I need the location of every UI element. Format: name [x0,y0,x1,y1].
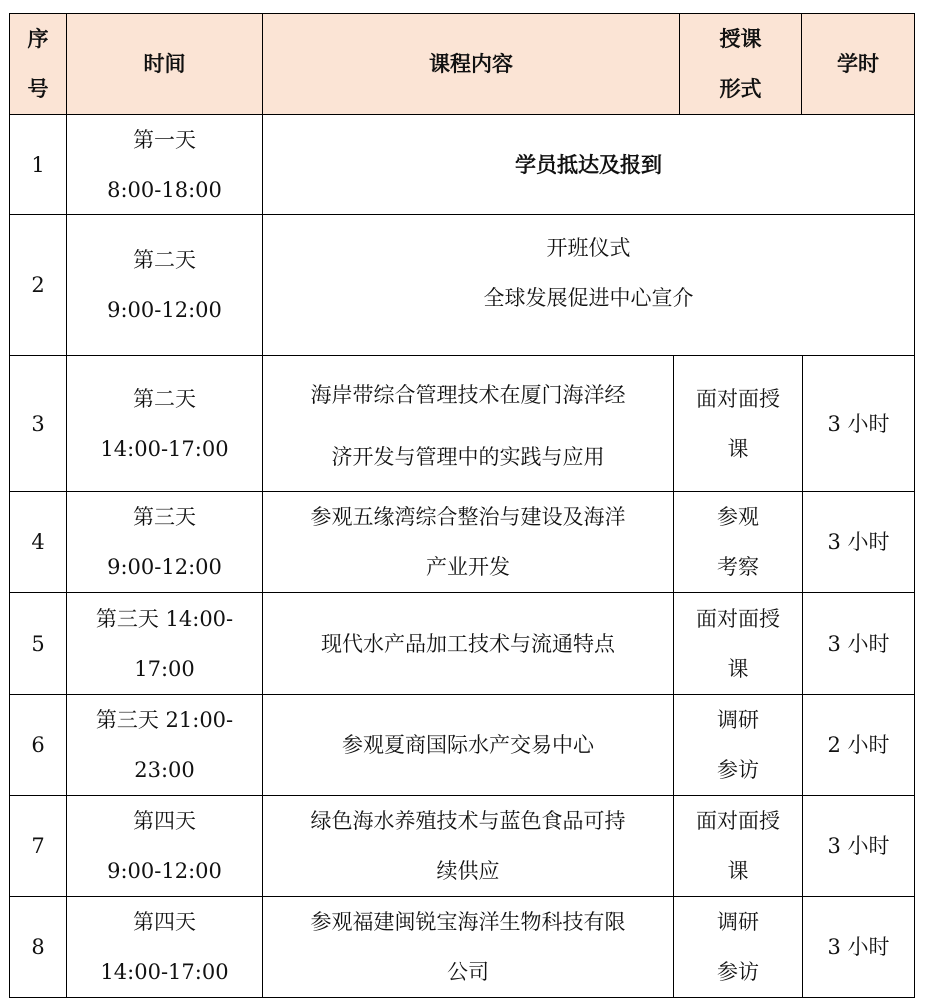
row-hours: 3 小时 [827,631,890,656]
row-time: 第二天 14:00-17:00 [100,386,229,461]
table-border-bottom [9,997,915,998]
row-form: 调研 参访 [717,910,759,984]
header-no: 序 号 [27,26,49,101]
row-hours: 2 小时 [827,733,890,757]
row-time: 第一天 8:00-18:00 [107,127,222,202]
row-no: 5 [31,631,45,656]
row-hours: 3 小时 [827,935,890,959]
row-content: 参观五缘湾综合整治与建设及海洋 产业开发 [310,505,626,579]
row-hours: 3 小时 [827,530,890,554]
row-content: 参观福建闽锐宝海洋生物科技有限 公司 [310,910,626,984]
row-no: 6 [31,733,45,757]
row-form: 面对面授 课 [696,386,780,461]
row-no: 1 [31,152,45,177]
row-content: 学员抵达及报到 [515,151,662,177]
row-no: 2 [31,273,45,297]
header-hours: 学时 [837,51,879,76]
row-form: 参观 考察 [717,505,759,579]
header-form: 授课 形式 [719,26,762,101]
row-form: 调研 参访 [717,708,759,782]
row-form: 面对面授 课 [696,606,780,681]
row-hours: 3 小时 [827,411,890,436]
row-form: 面对面授 课 [696,809,780,883]
row-no: 4 [31,530,45,554]
row-no: 7 [31,834,45,858]
row-time: 第三天 14:00- 17:00 [95,606,234,681]
row-time: 第四天 14:00-17:00 [100,910,229,984]
row-content: 现代水产品加工技术与流通特点 [321,631,615,656]
row-hours: 3 小时 [827,834,890,858]
row-no: 3 [31,411,45,436]
row-content: 绿色海水养殖技术与蓝色食品可持 续供应 [310,809,626,883]
row-time: 第三天 9:00-12:00 [107,505,222,579]
table-border-right [914,13,915,998]
row-content: 海岸带综合管理技术在厦门海洋经 济开发与管理中的实践与应用 [310,383,626,469]
row-time: 第三天 21:00- 23:00 [95,708,234,782]
row-content: 开班仪式 全球发展促进中心宣介 [483,236,694,310]
row-no: 8 [31,935,45,959]
row-time: 第二天 9:00-12:00 [107,248,222,322]
row-content: 参观夏商国际水产交易中心 [342,733,594,757]
row-time: 第四天 9:00-12:00 [107,809,222,883]
header-content: 课程内容 [429,51,513,76]
header-time: 时间 [143,51,186,76]
